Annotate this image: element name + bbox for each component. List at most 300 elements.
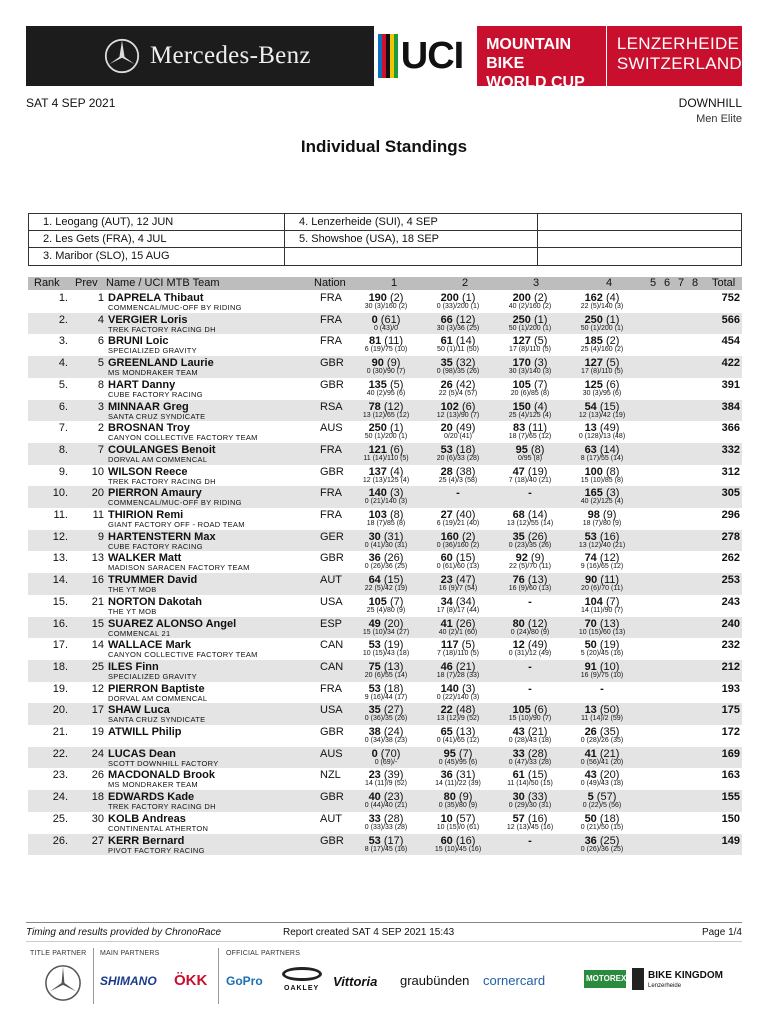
nation-cell: AUS xyxy=(320,747,343,760)
round-2-detail: 22 (5)/4 (57) xyxy=(438,389,478,397)
round-3-detail: 16 (9)/60 (13) xyxy=(508,585,552,593)
prev-rank-cell: 1 xyxy=(97,292,104,304)
total-points: 169 xyxy=(721,747,740,760)
round-2-points: 46 xyxy=(440,660,453,673)
round-4-detail: 0 (21)/50 (15) xyxy=(580,823,624,831)
round-2-detail: 0 (35)/80 (9) xyxy=(438,802,478,810)
round-2-points: 27 xyxy=(440,509,453,521)
total-points: 296 xyxy=(721,509,740,521)
rider-name: EDWARDS Kade xyxy=(108,791,195,804)
rider-name: THIRION Remi xyxy=(108,509,184,521)
page-title: Individual Standings xyxy=(300,137,468,156)
round-3-position: (7) xyxy=(530,378,548,391)
round-4: 4. Lenzerheide (SUI), 4 SEP xyxy=(285,214,538,231)
rank-cell: 19. xyxy=(52,682,68,695)
nation-cell: RSA xyxy=(320,400,343,413)
round-3-detail: 12 (13)/45 (16) xyxy=(506,823,554,831)
round-4-detail: 8 (17)/55 (14) xyxy=(580,454,624,462)
round-1-detail: 12 (13)/125 (4) xyxy=(362,476,410,484)
round-1-position: (6) xyxy=(386,443,404,456)
round-1-position: (20) xyxy=(380,617,404,630)
table-row xyxy=(28,378,742,400)
round-4-points: 54 xyxy=(584,400,597,413)
round-4-points: 127 xyxy=(584,357,603,370)
round-3-position: (21) xyxy=(524,726,548,738)
round-2: 2. Les Gets (FRA), 4 JUL xyxy=(29,231,285,248)
rider-name: GREENLAND Laurie xyxy=(108,357,214,370)
round-4-position: (6) xyxy=(602,378,620,391)
rider-name: VERGIER Loris xyxy=(108,313,188,326)
round-3-points: 105 xyxy=(512,704,531,717)
round-2-detail: 0 (98)/35 (26) xyxy=(436,368,480,376)
round-2-position: (18) xyxy=(452,443,476,456)
rider-name: PIERRON Baptiste xyxy=(108,682,205,695)
round-4-detail: 18 (7)/80 (9) xyxy=(582,520,622,527)
nation-cell: FRA xyxy=(320,443,342,456)
series-name xyxy=(477,26,606,91)
round-2-result xyxy=(422,487,494,499)
round-2-position: (5) xyxy=(458,639,476,652)
round-1-points: 40 xyxy=(368,791,381,804)
total-points: 163 xyxy=(721,769,740,782)
round-3-points: 12 xyxy=(512,639,525,652)
round-4-detail: 11 (14)/2 (59) xyxy=(581,715,623,723)
round-2-detail: 15 (10)/45 (16) xyxy=(434,845,482,853)
round-2-points: 95 xyxy=(443,747,456,760)
round-3-detail: 13 (12)/55 (14) xyxy=(506,520,554,527)
round-3-detail: 18 (7)/65 (12) xyxy=(508,433,552,441)
round-2-detail: 0 (45)/95 (6) xyxy=(438,758,478,766)
round-3-position: (4) xyxy=(530,400,548,413)
team-name: MS MONDRAKER TEAM xyxy=(108,368,198,378)
round-4-detail: 14 (11)/90 (7) xyxy=(581,606,623,614)
prev-rank-cell: 25 xyxy=(91,660,104,673)
nation-cell: FRA xyxy=(320,509,342,521)
round-3-position: (9) xyxy=(527,552,545,565)
team-name: SANTA CRUZ SYNDICATE xyxy=(108,715,206,725)
total-points: 278 xyxy=(721,530,740,543)
category: Men Elite xyxy=(696,113,742,125)
team-name: TREK FACTORY RACING DH xyxy=(108,802,216,812)
round-3-points: 127 xyxy=(512,335,531,348)
prev-rank-cell: 26 xyxy=(91,769,104,782)
round-3-points: 47 xyxy=(512,465,525,478)
round-2-position: (3) xyxy=(458,682,476,695)
round-4-detail: 0 (28)/26 (35) xyxy=(580,737,624,744)
round-3-position: (14) xyxy=(524,509,548,521)
total-points: 232 xyxy=(721,639,740,652)
round-1-detail: 40 (2)/95 (6) xyxy=(366,389,406,397)
round-1-detail: 0 (69)/- xyxy=(374,758,398,766)
round-2-points: 28 xyxy=(440,465,453,478)
round-1-points: 64 xyxy=(368,574,381,587)
nation-cell: FRA xyxy=(320,292,342,304)
round-1-position: (24) xyxy=(380,726,404,738)
rank-cell: 26. xyxy=(52,834,68,847)
rank-cell: 21. xyxy=(52,726,68,738)
round-1-detail: 22 (5)/42 (19) xyxy=(364,585,408,593)
col-rank: Rank xyxy=(34,277,60,289)
team-name: DORVAL AM COMMENCAL xyxy=(108,454,208,464)
round-1-detail: 14 (11)/9 (52) xyxy=(365,780,407,788)
total-points: 149 xyxy=(721,834,740,847)
round-4-position: (8) xyxy=(602,465,620,478)
round-2-points: 23 xyxy=(440,574,453,587)
round-4-points: 104 xyxy=(584,595,603,608)
round-3-position: (12) xyxy=(524,617,548,630)
round-1-points: 140 xyxy=(368,487,387,500)
round-2-position: (1) xyxy=(458,292,476,304)
table-row xyxy=(28,573,742,595)
round-2-points: 60 xyxy=(440,552,453,565)
round-2-position: (32) xyxy=(452,357,476,370)
round-2-position: (21) xyxy=(452,660,476,673)
round-3-detail: 0 (28)/43 (18) xyxy=(508,737,552,744)
round-empty-2 xyxy=(538,231,742,248)
round-4-points: 185 xyxy=(584,335,603,348)
venue-name xyxy=(606,26,742,86)
round-4-points: 41 xyxy=(584,747,597,760)
round-3-detail: 20 (6)/85 (8) xyxy=(510,389,550,397)
prev-rank-cell: 7 xyxy=(97,443,104,456)
round-1-detail: 0 (36)/35 (26) xyxy=(364,715,408,723)
rider-name: MINNAAR Greg xyxy=(108,400,189,413)
rider-name: HART Danny xyxy=(108,378,176,391)
round-2-detail: 7 (18)/110 (5) xyxy=(437,650,479,658)
nation-cell: GBR xyxy=(320,726,344,738)
round-2-points: 10 xyxy=(440,812,453,825)
round-3-points: 76 xyxy=(512,574,525,587)
round-4-points: 50 xyxy=(584,639,597,652)
prev-rank-cell: 14 xyxy=(91,639,104,652)
round-4-position: (57) xyxy=(593,791,617,804)
round-4-detail: 13 (12)/40 (21) xyxy=(578,541,626,549)
round-4-detail: 0 (128)/13 (48) xyxy=(578,433,626,441)
round-3-result xyxy=(494,487,566,499)
rider-name: TRUMMER David xyxy=(108,574,198,587)
rank-cell: 14. xyxy=(52,574,68,587)
nation-cell: GBR xyxy=(320,834,344,847)
prev-rank-cell: 19 xyxy=(91,726,104,738)
round-3-detail: 40 (2)/160 (2) xyxy=(508,303,552,310)
round-4-detail: 10 (15)/60 (13) xyxy=(578,628,626,636)
round-4-position: (15) xyxy=(596,400,620,413)
team-name: CONTINENTAL ATHERTON xyxy=(108,823,209,833)
round-3-detail: 0 (47)/33 (28) xyxy=(508,758,552,766)
round-1-position: (9) xyxy=(383,357,401,370)
round-1-points: 38 xyxy=(368,726,381,738)
timing-credit: Timing and results provided by ChronoRace xyxy=(26,927,222,938)
total-points: 391 xyxy=(721,378,740,391)
round-4-detail: 12 (13)/42 (19) xyxy=(578,411,626,419)
team-name: DORVAL AM COMMENCAL xyxy=(108,693,208,703)
rank-cell: 20. xyxy=(52,704,68,717)
round-3-detail: 25 (4)/125 (4) xyxy=(508,411,552,419)
mercedes-star-icon xyxy=(104,38,140,74)
graubunden-logo: graubünden xyxy=(400,973,470,988)
col-r8: 8 xyxy=(692,277,699,289)
round-4-detail: 22 (5)/140 (3) xyxy=(580,303,624,310)
team-name: SPECIALIZED GRAVITY xyxy=(108,671,197,681)
prev-rank-cell: 8 xyxy=(97,378,104,391)
rank-cell: 16. xyxy=(52,617,68,630)
total-points: 305 xyxy=(721,487,740,500)
report-created: Report created SAT 4 SEP 2021 15:43 xyxy=(283,927,455,938)
round-2-points: 20 xyxy=(440,422,453,435)
total-points: 422 xyxy=(721,357,740,370)
round-2-position: (26) xyxy=(452,617,476,630)
round-1-detail: 0 (21)/140 (3) xyxy=(364,498,408,506)
round-4-position: (20) xyxy=(596,769,620,782)
rank-cell: 17. xyxy=(52,639,68,652)
table-row xyxy=(28,356,742,378)
round-2-points: 41 xyxy=(440,617,453,630)
round-3-detail: 17 (8)/110 (5) xyxy=(509,346,551,354)
round-4-points: 125 xyxy=(584,378,603,391)
round-4-points: 91 xyxy=(584,660,597,673)
team-name: COMMENCAL 21 xyxy=(108,628,171,638)
round-2-detail: 0 (36)/160 (2) xyxy=(436,541,480,549)
round-3-points: - xyxy=(528,834,532,847)
round-2-points: 65 xyxy=(440,726,453,738)
main-partners-label: MAIN PARTNERS xyxy=(100,950,160,957)
round-2-points: 60 xyxy=(440,834,453,847)
round-2-detail: 50 (1)/11 (50) xyxy=(437,346,479,354)
round-1-position: (8) xyxy=(386,509,404,521)
rank-cell: 3. xyxy=(58,335,68,348)
round-1-detail: 0 (33)/33 (28) xyxy=(364,823,408,831)
round-3-points: - xyxy=(528,660,532,673)
round-1-detail: 0 (34)/38 (23) xyxy=(364,737,408,744)
round-1-position: (3) xyxy=(386,487,404,500)
round-1-detail: 6 (19)/75 (10) xyxy=(364,346,408,354)
col-r5: 5 xyxy=(650,277,657,289)
round-3-points: - xyxy=(528,682,532,695)
total-points: 172 xyxy=(721,726,740,738)
round-2-position: (14) xyxy=(452,335,476,348)
round-4-position: (50) xyxy=(596,704,620,717)
round-4-points: 100 xyxy=(584,465,603,478)
round-4-detail: 9 (16)/65 (12) xyxy=(580,563,624,571)
round-5: 5. Showshoe (USA), 18 SEP xyxy=(285,231,538,248)
round-3-detail: 0 (29)/30 (31) xyxy=(508,802,552,810)
round-2-detail: 30 (3)/36 (25) xyxy=(436,324,480,332)
round-4-detail: 40 (2)/125 (4) xyxy=(580,498,624,506)
round-1-points: 105 xyxy=(368,595,387,608)
round-2-points: 102 xyxy=(440,400,459,413)
round-3-detail: 0/95 (8) xyxy=(517,454,543,462)
round-1-points: 35 xyxy=(368,704,381,717)
prev-rank-cell: 3 xyxy=(97,400,104,413)
round-empty-3 xyxy=(285,248,538,265)
round-3-detail: 0 (24)/80 (9) xyxy=(510,628,550,636)
oakley-ellipse-icon xyxy=(282,967,322,981)
nation-cell: GBR xyxy=(320,378,344,391)
round-2-points: 61 xyxy=(440,335,453,348)
table-row xyxy=(28,551,742,573)
round-4-detail: 30 (3)/95 (6) xyxy=(582,389,622,397)
prev-rank-cell: 12 xyxy=(91,682,104,695)
round-1-detail: 0 (43)/0 xyxy=(373,324,399,332)
table-row xyxy=(28,291,742,313)
team-name: SANTA CRUZ SYNDICATE xyxy=(108,411,206,421)
round-4-points: 74 xyxy=(584,552,597,565)
round-1-points: 250 xyxy=(368,422,387,435)
nation-cell: GER xyxy=(320,530,344,543)
round-4-position: (16) xyxy=(596,530,620,543)
rider-name: MACDONALD Brook xyxy=(108,769,215,782)
round-2-points: 22 xyxy=(440,704,453,717)
round-2-position: (49) xyxy=(452,422,476,435)
round-3-position: (26) xyxy=(524,530,548,543)
gopro-logo: GoPro xyxy=(226,974,263,988)
round-1-position: (28) xyxy=(380,812,404,825)
event-date: SAT 4 SEP 2021 xyxy=(26,96,116,110)
round-4-position: (2) xyxy=(602,335,620,348)
nation-cell: NZL xyxy=(320,769,341,782)
team-name: GIANT FACTORY OFF - ROAD TEAM xyxy=(108,520,245,529)
rank-cell: 10. xyxy=(52,487,68,500)
round-1-points: 121 xyxy=(368,443,387,456)
prev-rank-cell: 17 xyxy=(91,704,104,717)
total-points: 752 xyxy=(721,292,740,304)
partner-divider-2 xyxy=(218,948,219,1004)
footer-rule xyxy=(26,922,742,923)
round-3-points: - xyxy=(528,487,532,500)
total-points: 212 xyxy=(721,660,740,673)
prev-rank-cell: 21 xyxy=(91,595,104,608)
table-row xyxy=(28,790,742,812)
table-row xyxy=(28,682,742,704)
nation-cell: USA xyxy=(320,595,343,608)
col-r1: 1 xyxy=(391,277,398,289)
round-1-position: (2) xyxy=(386,292,404,304)
round-2-points: 80 xyxy=(443,791,456,804)
table-header xyxy=(28,277,742,290)
rank-cell: 24. xyxy=(52,791,68,804)
round-3-points: 68 xyxy=(512,509,525,521)
round-4-detail: 20 (6)/70 (11) xyxy=(581,585,623,593)
rank-cell: 18. xyxy=(52,660,68,673)
rank-cell: 1. xyxy=(58,292,68,304)
round-2-position: (2) xyxy=(458,530,476,543)
rank-cell: 12. xyxy=(52,530,68,543)
round-4-detail: 5 (20)/45 (16) xyxy=(580,650,624,658)
nation-cell: ESP xyxy=(320,617,343,630)
round-4-points: 13 xyxy=(584,704,597,717)
team-name: MS MONDRAKER TEAM xyxy=(108,780,198,790)
round-4-detail: 17 (8)/110 (5) xyxy=(581,368,623,376)
round-4-points: - xyxy=(600,682,604,695)
round-3-points: 92 xyxy=(515,552,528,565)
nation-cell: AUS xyxy=(320,422,343,435)
round-1-points: 33 xyxy=(368,812,381,825)
round-4-position: (12) xyxy=(596,552,620,565)
round-4-position: (9) xyxy=(599,509,617,521)
round-1-points: 75 xyxy=(368,660,381,673)
round-4-position: (14) xyxy=(596,443,620,456)
round-3-position: (13) xyxy=(524,574,548,587)
round-3-points: 61 xyxy=(512,769,525,782)
round-3-detail: 11 (14)/50 (15) xyxy=(507,780,553,788)
round-1-detail: 0 (26)/36 (25) xyxy=(364,563,408,571)
team-name: CUBE FACTORY RACING xyxy=(108,541,203,551)
round-2-detail: 0 (61)/60 (13) xyxy=(436,563,480,571)
round-1-detail: 50 (1)/200 (1) xyxy=(364,433,408,441)
round-3-points: 95 xyxy=(515,443,528,456)
nation-cell: USA xyxy=(320,704,343,717)
round-2-detail: 20 (6)/33 (28) xyxy=(436,454,480,462)
total-points: 454 xyxy=(721,335,740,348)
prev-rank-cell: 27 xyxy=(91,834,104,847)
round-3-detail: 7 (18)/40 (21) xyxy=(508,476,552,484)
round-4-points: 63 xyxy=(584,443,597,456)
round-4-points: 53 xyxy=(584,530,597,543)
prev-rank-cell: 4 xyxy=(97,313,104,326)
rider-name: SUAREZ ALONSO Angel xyxy=(108,617,237,630)
round-3-position: (28) xyxy=(524,747,548,760)
prev-rank-cell: 9 xyxy=(97,530,104,543)
rank-cell: 8. xyxy=(58,443,68,456)
round-2-position: (9) xyxy=(455,791,473,804)
round-3-detail: 22 (5)/70 (11) xyxy=(509,563,551,571)
round-1-detail: 25 (4)/80 (9) xyxy=(366,606,406,614)
round-1-detail: 30 (3)/160 (2) xyxy=(364,303,408,310)
round-3-result xyxy=(494,596,566,608)
round-1-position: (70) xyxy=(377,747,401,760)
cornercard-logo: cornercard xyxy=(483,973,546,988)
prev-rank-cell: 24 xyxy=(91,747,104,760)
col-total: Total xyxy=(712,277,736,289)
rider-name: PIERRON Amaury xyxy=(108,487,202,500)
round-1-points: 53 xyxy=(368,834,381,847)
team-name: THE YT MOB xyxy=(108,606,157,616)
round-4-position: (35) xyxy=(596,726,620,738)
round-1-points: 0 xyxy=(371,747,378,760)
rank-cell: 9. xyxy=(58,465,68,478)
round-1-points: 30 xyxy=(368,530,381,543)
page-number: Page 1/4 xyxy=(701,927,742,938)
round-1-detail: 10 (15)/43 (18) xyxy=(362,650,410,658)
round-2-detail: 17 (8)/17 (44) xyxy=(436,606,480,614)
rank-cell: 11. xyxy=(53,509,68,521)
team-name: CANYON COLLECTIVE FACTORY TEAM xyxy=(108,650,258,660)
round-4-position: (25) xyxy=(596,834,620,847)
round-3-detail: 0 (31)/12 (49) xyxy=(508,650,552,658)
round-1-position: (31) xyxy=(380,530,404,543)
round-2-position: (16) xyxy=(452,834,476,847)
rank-cell: 2. xyxy=(58,313,68,326)
round-3-points: 150 xyxy=(512,400,531,413)
total-points: 253 xyxy=(721,574,740,587)
round-3-position: (15) xyxy=(524,769,548,782)
round-4-points: 50 xyxy=(584,812,597,825)
table-row xyxy=(28,465,742,487)
rider-name: HARTENSTERN Max xyxy=(108,530,216,543)
total-points: 366 xyxy=(721,422,740,435)
col-prev: Prev xyxy=(75,277,98,289)
table-row xyxy=(28,400,742,422)
round-2-position: (6) xyxy=(458,400,476,413)
round-1-points: 36 xyxy=(368,552,381,565)
round-2-position: (31) xyxy=(452,769,476,782)
total-points: 175 xyxy=(721,704,740,717)
team-name: TREK FACTORY RACING DH xyxy=(108,476,216,486)
round-3-detail: 15 (10)/90 (7) xyxy=(508,715,552,723)
official-partners-label: OFFICIAL PARTNERS xyxy=(226,950,301,957)
round-1-position: (26) xyxy=(380,552,404,565)
round-3-position: (6) xyxy=(530,704,548,717)
